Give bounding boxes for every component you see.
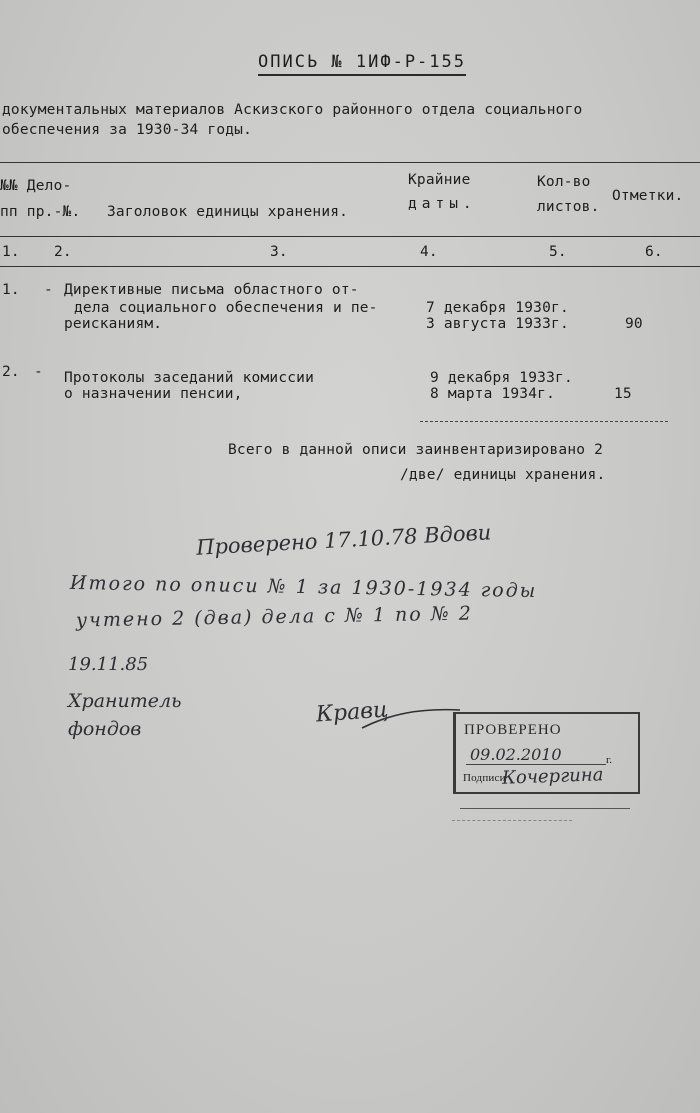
row-1-title-line-2: дела социального обеспечения и пе- [74,300,378,316]
stamp-year-suffix: г. [606,754,613,766]
header-col4-line1: Крайние [408,172,471,188]
header-col6: Отметки. [612,188,684,204]
row-2-date-start: 9 декабря 1933г. [430,370,573,386]
stamp-faint-line [452,820,572,821]
row-1-title-line-1: Директивные письма областного от- [64,282,359,298]
column-number-4: 4. [420,244,438,260]
table-end-rule [420,421,668,422]
row-1-date-end: 3 августа 1933г. [426,316,569,332]
row-2-title-line-2: о назначении пенсии, [64,386,243,402]
intro-line-2: обеспечения за 1930-34 годы. [2,122,253,138]
header-col1-line1: №№ Дело- [0,178,72,194]
header-col5-line2: листов. [537,199,600,215]
row-1-sheets: 90 [625,316,643,332]
column-number-6: 6. [645,244,663,260]
inventory-title: ОПИСЬ № 1ИФ-Р-155 [258,52,466,76]
handwritten-keeper-line-1: Хранитель [68,690,182,712]
header-top-rule [0,162,700,163]
row-2-sheets: 15 [614,386,632,402]
total-line-2: /две/ единицы хранения. [400,467,606,483]
row-1-dash: - [44,282,53,298]
row-1-date-start: 7 декабря 1930г. [426,300,569,316]
row-2-number: 2. [2,364,20,380]
numbers-bottom-rule [0,266,700,267]
row-1-number: 1. [2,282,20,298]
stamp-title: ПРОВЕРЕНО [464,722,562,738]
handwritten-total-line-2: учтено 2 (два) дела с № 1 по № 2 [75,602,474,632]
handwritten-total-line-1: Итого по описи № 1 за 1930-1934 годы [69,571,538,603]
intro-line-1: документальных материалов Аскизского районного отдела социального [2,102,583,118]
stamp-date: 09.02.2010 [470,745,562,764]
stamp-signature-label: Подписи [463,772,506,784]
handwritten-keeper-line-2: фондов [68,718,142,740]
row-1-title-line-3: реисканиям. [64,316,163,332]
handwritten-date: 19.11.85 [68,654,149,675]
header-col4-line2: даты. [408,196,477,212]
keeper-signature: Кравц [315,697,390,728]
column-number-2: 2. [54,244,72,260]
column-number-3: 3. [270,244,288,260]
header-col1-line2: пп пр.-№. [0,204,81,220]
row-2-date-end: 8 марта 1934г. [430,386,556,402]
total-line-1: Всего в данной описи заинвентаризировано 2 [228,442,604,458]
header-col3: Заголовок единицы хранения. [107,204,349,220]
column-number-5: 5. [549,244,567,260]
header-bottom-rule [0,236,700,237]
row-2-title-line-1: Протоколы заседаний комиссии [64,370,315,386]
stamp-bottom-line [460,808,630,809]
column-number-1: 1. [2,244,20,260]
row-2-dash: - [34,364,43,380]
handwritten-checked-note: Проверено 17.10.78 Вдови [195,520,492,560]
header-col5-line1: Кол-во [537,174,591,190]
stamp-signature: Кочергина [501,764,604,789]
